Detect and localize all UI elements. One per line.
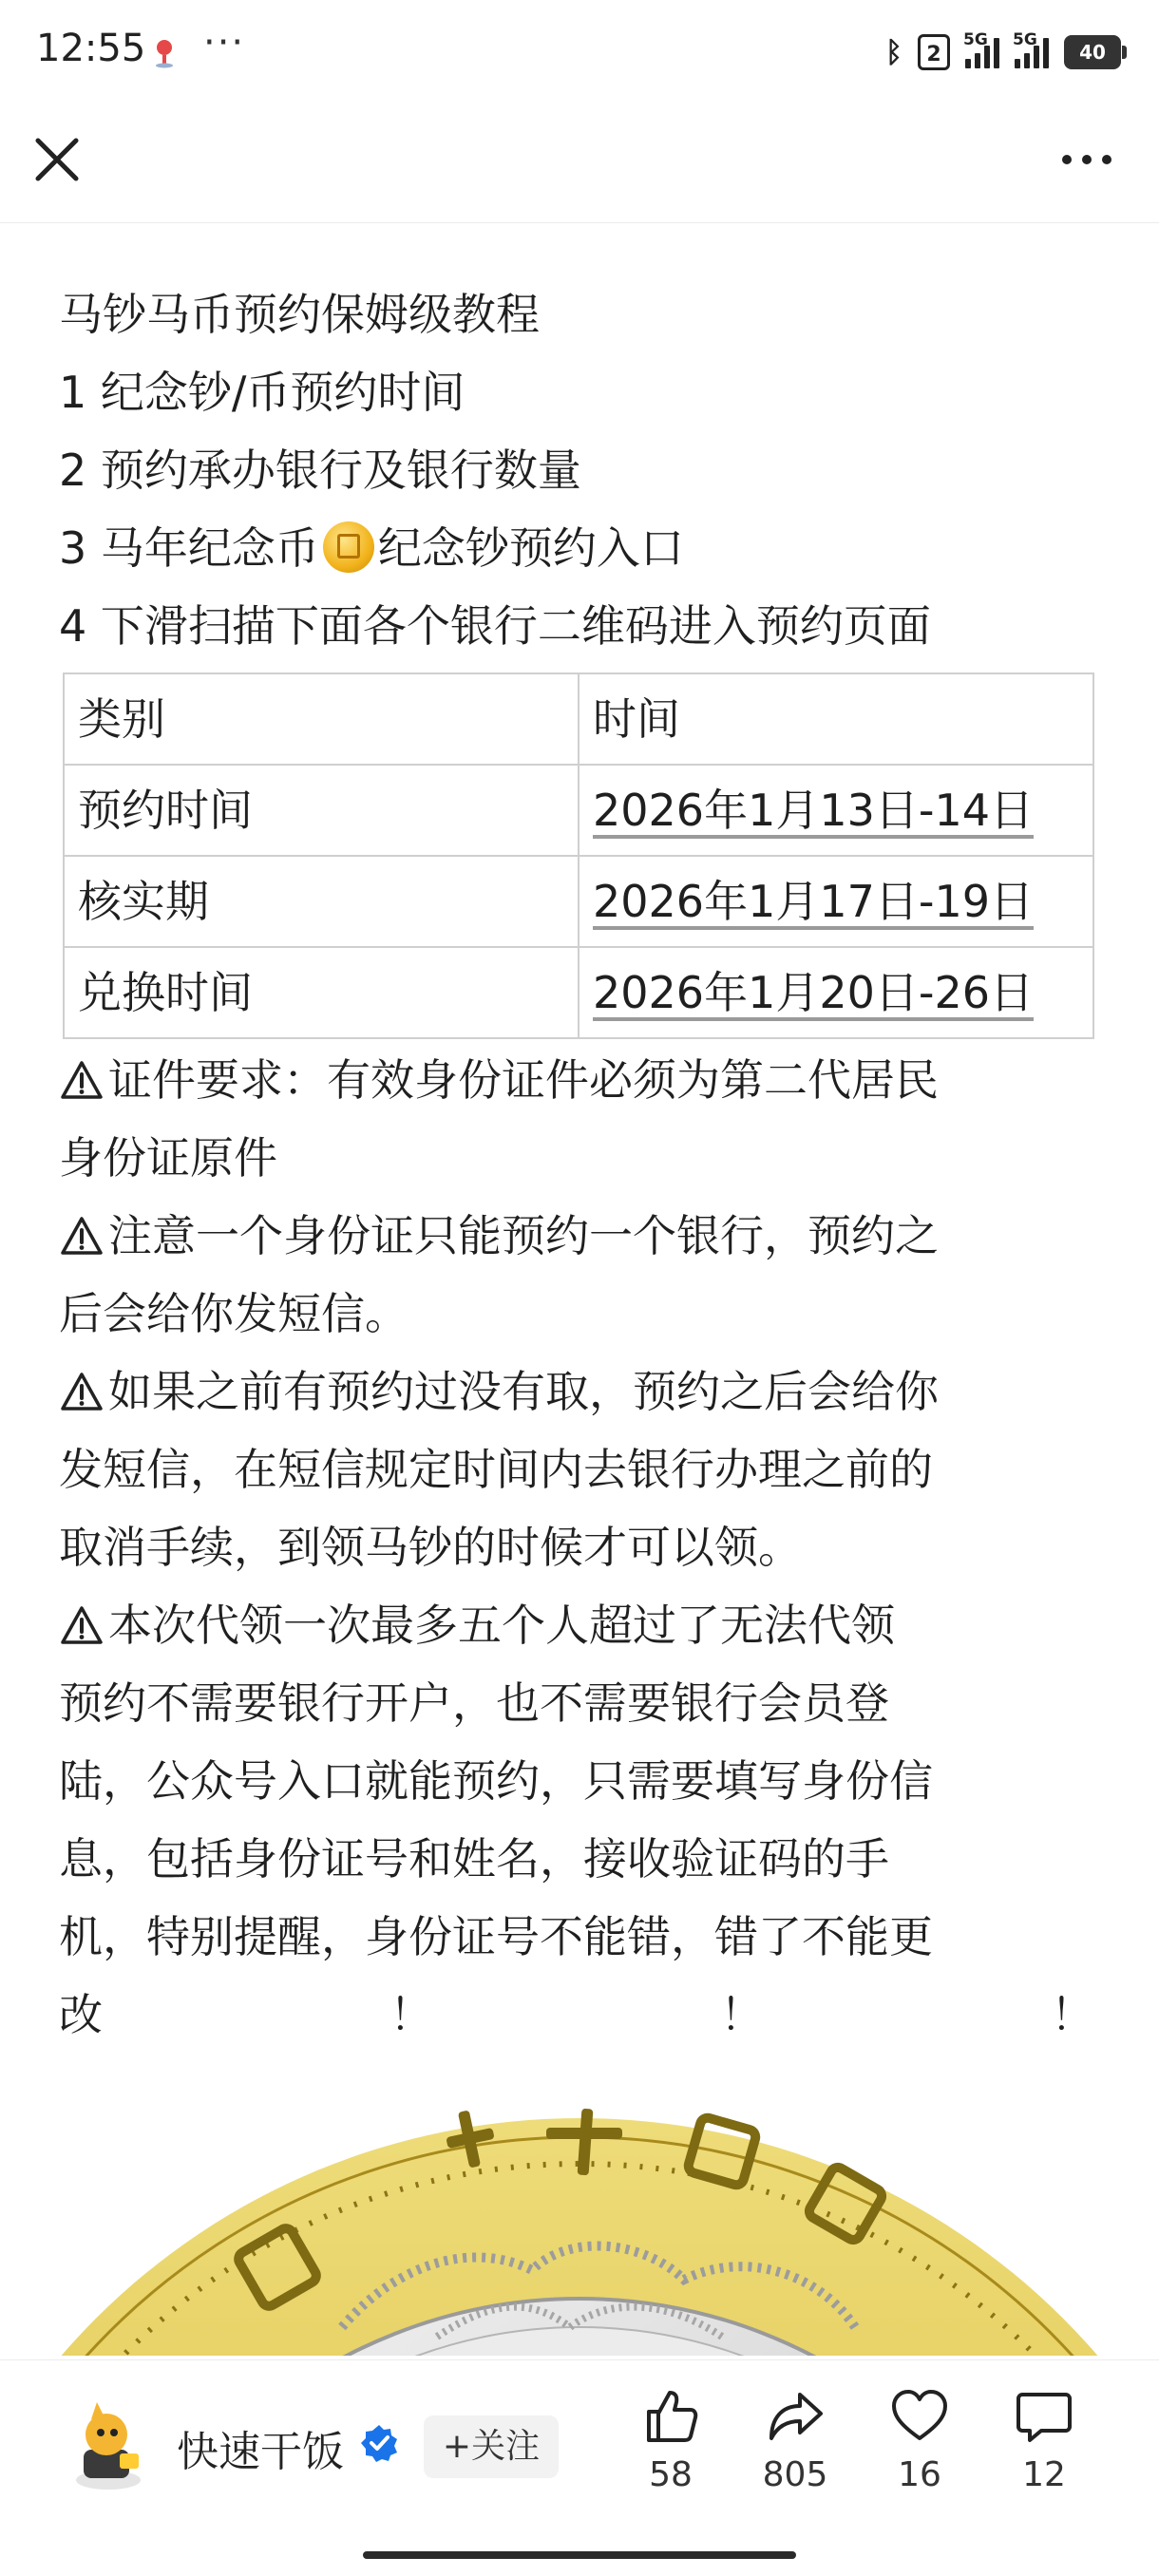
warning-icon xyxy=(59,1371,104,1412)
note-text: 证件要求：有效身份证件必须为第二代居民 xyxy=(108,1054,939,1106)
list-item-text: 3 马年纪念币 xyxy=(59,522,319,574)
battery-icon: 40 xyxy=(1064,35,1121,69)
note-text: 如果之前有预约过没有取，预约之后会给你 xyxy=(108,1366,939,1417)
exclamation-mark: ！ xyxy=(1051,1989,1094,2040)
note-line: 身份证原件 xyxy=(59,1132,277,1184)
paragraph-line: 预约不需要银行开户，也不需要银行会员登 xyxy=(59,1677,889,1729)
status-icons xyxy=(885,28,1121,76)
exclamation-mark: ！ xyxy=(720,1989,764,2040)
list-item xyxy=(59,509,1104,587)
avatar-illustration xyxy=(59,2396,158,2495)
list-item: 1 纪念钞/币预约时间 xyxy=(59,367,466,418)
paragraph-line: 陆，公众号入口就能预约，只需要填写身份信 xyxy=(59,1755,933,1807)
paragraph-text: 改 xyxy=(59,1989,103,2040)
note-line xyxy=(59,1586,1104,1664)
note-line: 取消手续，到领马钞的时候才可以领。 xyxy=(59,1522,802,1573)
date-link[interactable]: 2026年1月17日-19日 xyxy=(593,876,1034,927)
table-cell xyxy=(579,765,1093,856)
signal-icon-2 xyxy=(1013,30,1049,68)
close-icon[interactable] xyxy=(28,131,86,188)
home-indicator[interactable] xyxy=(363,2551,796,2559)
table-header-cell: 类别 xyxy=(64,673,579,765)
date-link[interactable]: 2026年1月20日-26日 xyxy=(593,967,1034,1018)
network-type-label: 5G xyxy=(1013,30,1037,49)
status-more-icon: ··· xyxy=(203,21,246,65)
signal-icon-1 xyxy=(963,30,999,68)
like-button[interactable] xyxy=(618,2387,723,2494)
date-link[interactable]: 2026年1月13日-14日 xyxy=(593,785,1034,836)
coin-icon xyxy=(323,521,374,573)
table-cell: 兑换时间 xyxy=(64,947,579,1038)
table-header-cell: 时间 xyxy=(579,673,1093,765)
paragraph-line: 息，包括身份证号和姓名，接收验证码的手 xyxy=(59,1833,889,1885)
list-item-text: 纪念钞预约入口 xyxy=(377,522,684,574)
thumbs-up-icon xyxy=(641,2387,700,2446)
bluetooth-icon: ᛒ xyxy=(885,35,902,69)
table-row xyxy=(64,765,1093,856)
dot-icon xyxy=(1062,155,1072,164)
table-cell: 预约时间 xyxy=(64,765,579,856)
table-cell xyxy=(579,947,1093,1038)
schedule-table xyxy=(63,672,1094,1039)
note-line: 发短信，在短信规定时间内去银行办理之前的 xyxy=(59,1444,933,1495)
network-type-label: 5G xyxy=(963,30,988,49)
favorite-count: 16 xyxy=(898,2455,941,2494)
warning-icon xyxy=(59,1059,104,1101)
list-item: 4 下滑扫描下面各个银行二维码进入预约页面 xyxy=(59,600,931,652)
note-text: 注意一个身份证只能预约一个银行，预约之 xyxy=(108,1210,939,1261)
exclamation-mark: ！ xyxy=(390,1989,433,2040)
share-count: 805 xyxy=(762,2455,828,2494)
note-text: 本次代领一次最多五个人超过了无法代领 xyxy=(108,1600,895,1651)
status-bar xyxy=(0,0,1159,104)
heart-icon xyxy=(890,2387,949,2446)
author-name[interactable]: 快速干饭 xyxy=(177,2428,344,2476)
article-body xyxy=(59,275,1104,2054)
table-row xyxy=(64,947,1093,1038)
warning-icon xyxy=(59,1604,104,1646)
verified-badge-icon xyxy=(359,2423,399,2463)
comment-count: 12 xyxy=(1022,2455,1066,2494)
dot-icon xyxy=(1082,155,1092,164)
table-header-row xyxy=(64,673,1093,765)
warning-icon xyxy=(59,1215,104,1257)
sim-card-icon: 2 xyxy=(918,34,950,70)
note-line xyxy=(59,1197,1104,1275)
follow-button[interactable]: +关注 xyxy=(424,2415,559,2478)
comment-bubble-icon xyxy=(1015,2387,1074,2446)
more-options-button[interactable] xyxy=(1049,131,1125,188)
like-count: 58 xyxy=(649,2455,693,2494)
status-time: 12:55 xyxy=(36,27,146,70)
paragraph-line: 机，特别提醒，身份证号不能错，错了不能更 xyxy=(59,1911,933,1962)
top-nav xyxy=(0,104,1159,223)
location-pin-icon xyxy=(152,36,177,68)
share-arrow-icon xyxy=(766,2387,825,2446)
coin-image[interactable] xyxy=(0,2042,1159,2356)
note-line: 后会给你发短信。 xyxy=(59,1288,408,1339)
note-line xyxy=(59,1041,1104,1119)
note-line xyxy=(59,1353,1104,1430)
dot-icon xyxy=(1102,155,1112,164)
bottom-action-bar xyxy=(0,2359,1159,2541)
comment-button[interactable] xyxy=(992,2387,1096,2494)
list-item: 2 预约承办银行及银行数量 xyxy=(59,445,581,496)
table-cell: 核实期 xyxy=(64,856,579,947)
author-avatar[interactable] xyxy=(59,2396,158,2495)
share-button[interactable] xyxy=(743,2387,847,2494)
table-row xyxy=(64,856,1093,947)
favorite-button[interactable] xyxy=(867,2387,972,2494)
article-title: 马钞马币预约保姆级教程 xyxy=(59,289,540,340)
commemorative-coin-picture xyxy=(0,2042,1159,2356)
table-cell xyxy=(579,856,1093,947)
